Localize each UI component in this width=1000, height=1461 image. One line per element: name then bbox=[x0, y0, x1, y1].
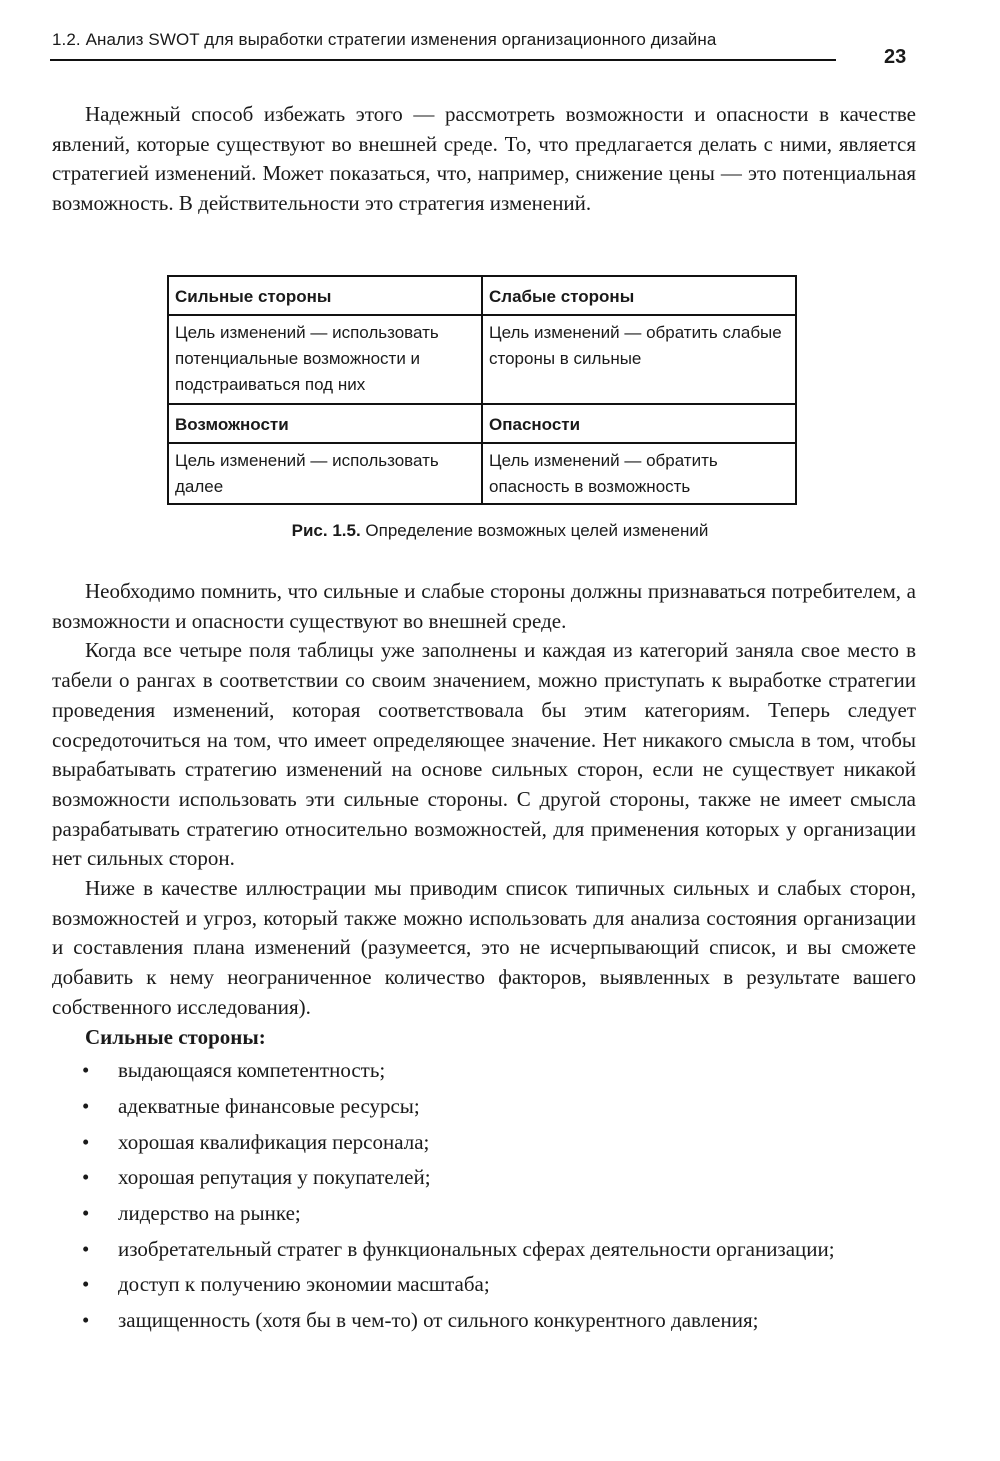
list-item bbox=[52, 1270, 916, 1300]
bullet-icon: • bbox=[82, 1058, 90, 1083]
list-item-text: хорошая квалификация персонала; bbox=[118, 1129, 430, 1154]
paragraph: Когда все четыре поля таблицы уже заполнены и каждая из категорий заняла свое место в табели о рангах в соответствии со своим значением, можно приступать к выработке стратегии проведения изменений, которая соответствовала бы этим категориям. Теперь следует сосредоточиться на том, что имеет определяющее значение. Нет никакого смысла в том, чтобы вырабатывать стратегию изменений на основе сильных сторон, если не существует никакой возможности использовать эти сильные стороны. С другой стороны, также не имеет смысла разрабатывать стратегию относительно возможностей, для применения которых у организации нет сильных сторон. bbox=[52, 638, 916, 871]
paragraph: Ниже в качестве иллюстрации мы приводим список типичных сильных и слабых сторон, возможностей и угроз, который также можно использовать для анализа состояния организации и составления плана изменений (разумеется, это не исчерпывающий список, и вы сможете добавить к нему неограниченное количество факторов, выявленных в результате вашего собственного исследования). bbox=[52, 876, 916, 1019]
figure-label: Рис. 1.5. bbox=[291, 521, 361, 540]
list-item-text: хорошая репутация у покупателей; bbox=[118, 1165, 431, 1190]
list-item bbox=[52, 1092, 916, 1122]
list-item bbox=[52, 1056, 916, 1086]
list-item bbox=[52, 1199, 916, 1229]
list-item bbox=[52, 1235, 916, 1265]
bullet-icon: • bbox=[82, 1165, 90, 1190]
main-text bbox=[52, 577, 916, 1342]
list-item-text: выдающаяся компетентность; bbox=[118, 1058, 386, 1083]
opportunities-goal-cell: Цель изменений — использовать далее bbox=[168, 443, 482, 504]
table-row bbox=[168, 404, 796, 443]
list-item-text: изобретательный стратег в функциональных сферах деятельности организации; bbox=[118, 1236, 835, 1261]
list-item bbox=[52, 1128, 916, 1158]
opportunities-header: Возможности bbox=[168, 404, 482, 443]
table-row bbox=[168, 276, 796, 315]
table-row bbox=[168, 443, 796, 504]
bullet-icon: • bbox=[82, 1201, 90, 1226]
bullet-icon: • bbox=[82, 1308, 90, 1333]
list-item-text: лидерство на рынке; bbox=[118, 1201, 301, 1226]
bullet-icon: • bbox=[82, 1272, 90, 1297]
swot-goals-table bbox=[167, 275, 797, 505]
list-item-text: защищенность (хотя бы в чем-то) от сильного конкурентного давления; bbox=[118, 1308, 759, 1333]
intro-paragraph: Надежный способ избежать этого — рассмотреть возможности и опасности в качестве явлений, которые существуют во внешней среде. То, что предлагается делать с ними, является стратегией изменений. Может показаться, что, например, снижение цены — это потенциальная возможность. В действительности это стратегия изменений. bbox=[52, 102, 916, 216]
bullet-icon: • bbox=[82, 1236, 90, 1261]
bullet-icon: • bbox=[82, 1093, 90, 1118]
strengths-goal-cell: Цель изменений — использовать потенциальные возможности и подстраиваться под них bbox=[168, 315, 482, 404]
weaknesses-goal-cell: Цель изменений — обратить слабые стороны в сильные bbox=[482, 315, 796, 404]
page-number: 23 bbox=[884, 46, 907, 68]
list-item bbox=[52, 1306, 916, 1336]
strengths-list bbox=[52, 1056, 916, 1336]
paragraph: Необходимо помнить, что сильные и слабые стороны должны признаваться потребителем, а возможности и опасности существуют во внешней среде. bbox=[52, 579, 916, 633]
threats-header: Опасности bbox=[482, 404, 796, 443]
list-item-text: доступ к получению экономии масштаба; bbox=[118, 1272, 490, 1297]
weaknesses-header: Слабые стороны bbox=[482, 276, 796, 315]
list-item bbox=[52, 1163, 916, 1193]
running-header: 1.2. Анализ SWOT для выработки стратегии изменения организационного дизайна bbox=[52, 30, 717, 49]
list-item-text: адекватные финансовые ресурсы; bbox=[118, 1093, 420, 1118]
strengths-header: Сильные стороны bbox=[168, 276, 482, 315]
header-rule bbox=[50, 59, 836, 61]
figure-caption bbox=[0, 521, 1000, 541]
figure-caption-text: Определение возможных целей изменений bbox=[365, 521, 709, 540]
strengths-list-heading: Сильные стороны: bbox=[85, 1024, 266, 1049]
table-row bbox=[168, 315, 796, 404]
bullet-icon: • bbox=[82, 1129, 90, 1154]
threats-goal-cell: Цель изменений — обратить опасность в возможность bbox=[482, 443, 796, 504]
